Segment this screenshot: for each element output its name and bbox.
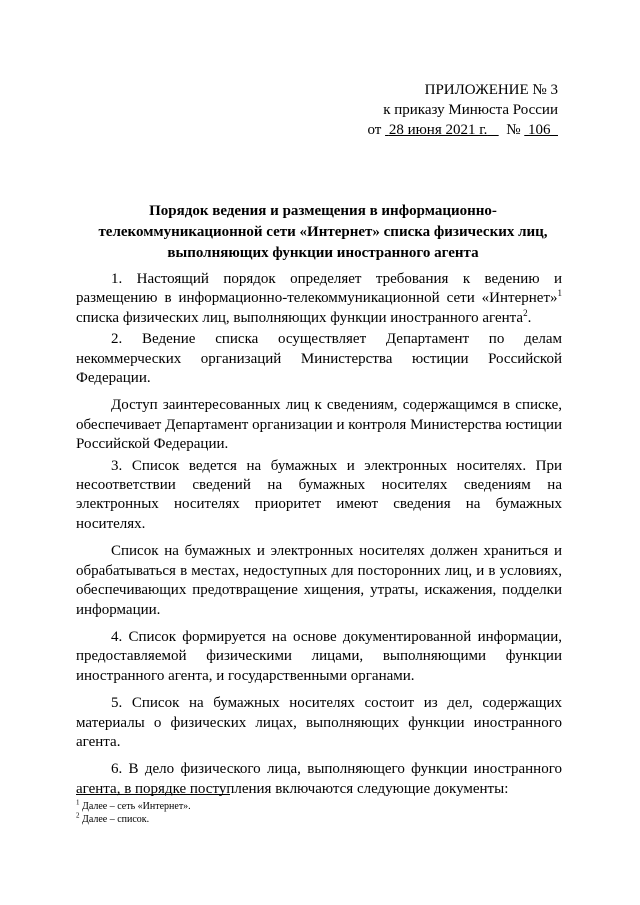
paragraph-2-access: Доступ заинтересованных лиц к сведениям, содержащимся в списке, обеспечивает Департамент организации и контроля Министерства юстиции Российской Федерации. xyxy=(76,397,562,453)
document-title: Порядок ведения и размещения в информационно-телекоммуникационной сети «Интернет» списка физических лиц, выполняющих функции иностранного агента xyxy=(98,203,548,261)
paragraph-6: 6. В дело физического лица, выполняющего функции иностранного агента, в порядке поступления включаются следующие документы: xyxy=(76,761,562,797)
annex-date: 28 июня 2021 г. xyxy=(388,122,488,138)
footnote-ref-2: 2 xyxy=(523,307,528,318)
footnote-divider xyxy=(76,794,230,795)
paragraph-2: 2. Ведение списка осуществляет Департамент по делам некоммерческих организаций Министерства юстиции Российской Федерации. xyxy=(76,331,562,387)
annex-header xyxy=(367,80,558,140)
annex-title: ПРИЛОЖЕНИЕ № 3 xyxy=(424,82,558,98)
paragraph-5: 5. Список на бумажных носителях состоит из дел, содержащих материалы о физических лицах, выполняющих функции иностранного агента. xyxy=(76,695,562,750)
annex-number-label: № xyxy=(506,122,521,138)
footnote-2: $^2$ Далее – список. xyxy=(76,811,150,825)
footnotes xyxy=(76,800,191,826)
annex-order-reference: к приказу Минюста России xyxy=(383,102,558,118)
footnote-ref-1: 1 xyxy=(557,288,562,299)
paragraph-3-storage: Список на бумажных и электронных носителях должен храниться и обрабатываться в местах, недоступных для посторонних лиц, и в условиях, обеспечивающих предотвращение хищения, утраты, искажения, подделки информации. xyxy=(76,543,562,618)
paragraph-1: 1. Настоящий порядок определяет требования к ведению и размещению в информационно-телекоммуникационной сети «Интернет»$^1$ списка физических лиц, выполняющих функции иностранного агента$^2$. xyxy=(76,271,562,326)
annex-number: 106 xyxy=(528,122,551,138)
footnote-1: $^1$ Далее – сеть «Интернет». xyxy=(76,798,191,812)
annex-from-label: от xyxy=(367,122,382,138)
annex-date-number xyxy=(367,120,558,140)
paragraph-4: 4. Список формируется на основе документированной информации, предоставляемой физическими лицами, выполняющими функции иностранного агента, и государственными органами. xyxy=(76,628,562,684)
paragraph-3: 3. Список ведется на бумажных и электронных носителях. При несоответствии сведений на бумажных носителях сведениям на электронных носителях приоритет имеют сведения на бумажных носителях. xyxy=(76,457,562,532)
document-body xyxy=(76,270,562,801)
